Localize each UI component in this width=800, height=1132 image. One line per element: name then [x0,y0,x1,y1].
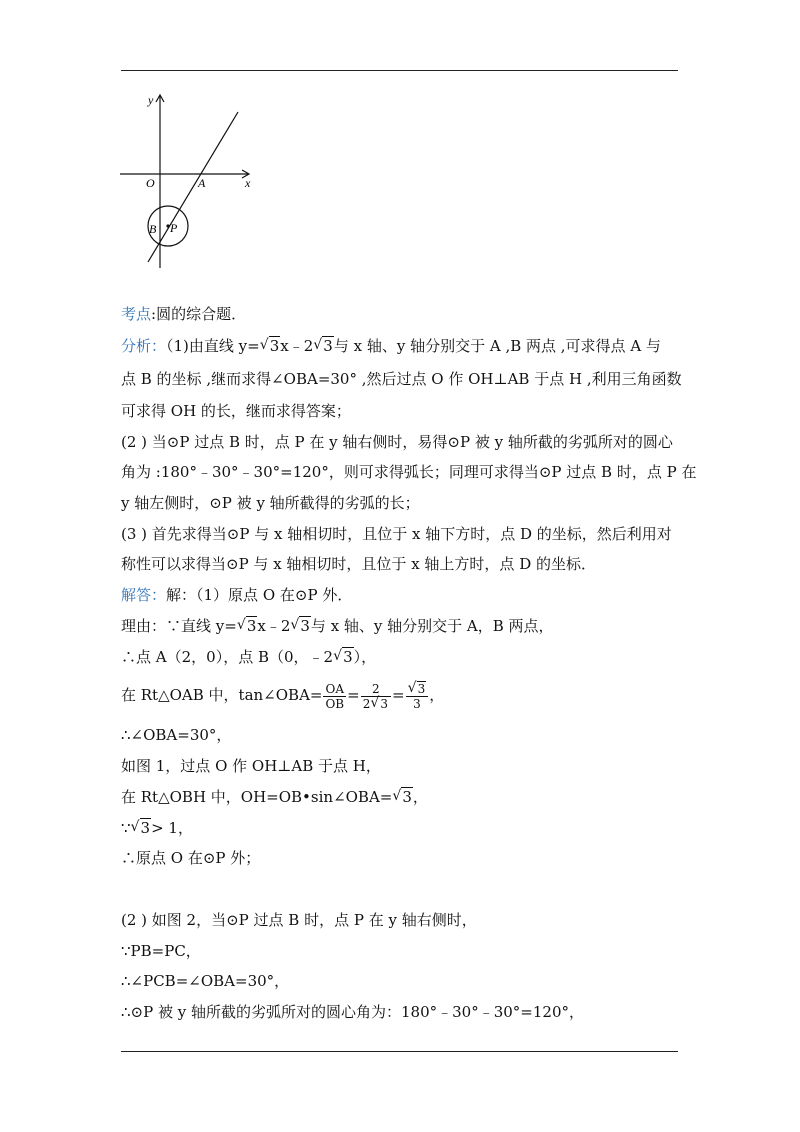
sqrt-3: √ 3 [131,818,152,838]
kaodian-line [121,304,246,324]
bottom-rule [121,1051,678,1052]
jieda-line-2: 理由：∵直线 y=√ 3x﹣2√ 3与 x 轴、y 轴分别交于 A，B 两点， [121,616,554,636]
jieda-line-4: 在 Rt△OAB 中，tan∠OBA= $\frac{OA}{OB}$ = $\frac{2}{2√ 3}$ = √ $\frac{3}{3}$ ， [121,678,444,712]
fenxi-line-2: 点 B 的坐标 ,继而求得∠OBA=30° ,然后过点 O 作 OH⊥AB 于点 H ,利用三角函数 [121,370,682,388]
sqrt-3: √ 3 [313,336,334,356]
fenxi-label: 分析： [121,337,167,355]
jieda-line-7: 在 Rt△OBH 中，OH=OB•sin∠OBA=√ 3， [121,787,428,807]
label-a: A [198,176,206,190]
label-p: P [170,221,178,235]
fraction-2-over-2sqrt3: $\frac{2}{2√ 3}$ [361,682,391,711]
label-x: x [245,176,251,190]
coordinate-figure [118,90,258,270]
fenxi-line-1: 分析：（1)由直线 y=√ 3x﹣2√ 3与 x 轴、y 轴分别交于 A ,B 两点 ,可求得点 A 与 [121,336,661,356]
label-o: O [146,176,155,190]
jieda-line-10: (2 ) 如图 2，当⊙P 过点 B 时，点 P 在 y 轴右侧时， [121,911,477,929]
kaodian-label: 考点 [121,305,152,323]
jieda-label: 解答： [121,586,167,604]
fenxi-line-5: 角为 :180°﹣30°﹣30°=120°，则可求得弧长；同理可求得当⊙P 过点 B 时，点 P 在 [121,463,697,481]
jieda-line-5: ∴∠OBA=30°， [121,726,232,744]
label-y: y [148,93,154,107]
fraction-oa-ob: $\frac{OA}{OB}$ [325,681,345,711]
jieda-line-11: ∵PB=PC， [121,942,201,960]
fenxi-line-4: (2 ) 当⊙P 过点 B 时，点 P 在 y 轴右侧时，易得⊙P 被 y 轴所截的劣弧所对的圆心 [121,433,673,451]
label-b: B [149,222,157,236]
jieda-line-13: ∴⊙P 被 y 轴所截的劣弧所对的圆心角为：180°﹣30°﹣30°=120°， [121,1003,584,1021]
fraction-sqrt3-over-3: √ $\frac{3}{3}$ [406,682,429,711]
jieda-line-1: 解答：解：（1）原点 O 在⊙P 外． [121,586,353,604]
sqrt-3: √ 3 [290,616,311,636]
sqrt-3: √ 3 [237,616,258,636]
fenxi-line-8: 称性可以求得当⊙P 与 x 轴相切时，且位于 x 轴上方时，点 D 的坐标． [121,555,596,573]
jieda-line-12: ∴∠PCB=∠OBA=30°， [121,972,290,990]
jieda-line-9: ∴原点 O 在⊙P 外； [121,849,261,867]
jieda-line-8: ∵√ 3> 1， [121,818,193,838]
line-ab [148,112,238,262]
sqrt-3: √ 3 [260,336,281,356]
sqrt-3: √ 3 [333,647,354,667]
fenxi-line-6: y 轴左侧时，⊙P 被 y 轴所截得的劣弧的长； [121,494,420,512]
top-rule [121,70,678,71]
fenxi-line-3: 可求得 OH 的长，继而求得答案； [121,402,351,420]
kaodian-text: :圆的综合题． [151,305,247,323]
fenxi-line-7: (3 ) 首先求得当⊙P 与 x 轴相切时，且位于 x 轴下方时，点 D 的坐标，然后利用对 [121,525,672,543]
jieda-line-6: 如图 1，过点 O 作 OH⊥AB 于点 H， [121,757,381,775]
jieda-line-3: ∴点 A（2，0），点 B（0，﹣2√ 3）， [121,647,376,667]
sqrt-3: √ 3 [392,787,413,807]
